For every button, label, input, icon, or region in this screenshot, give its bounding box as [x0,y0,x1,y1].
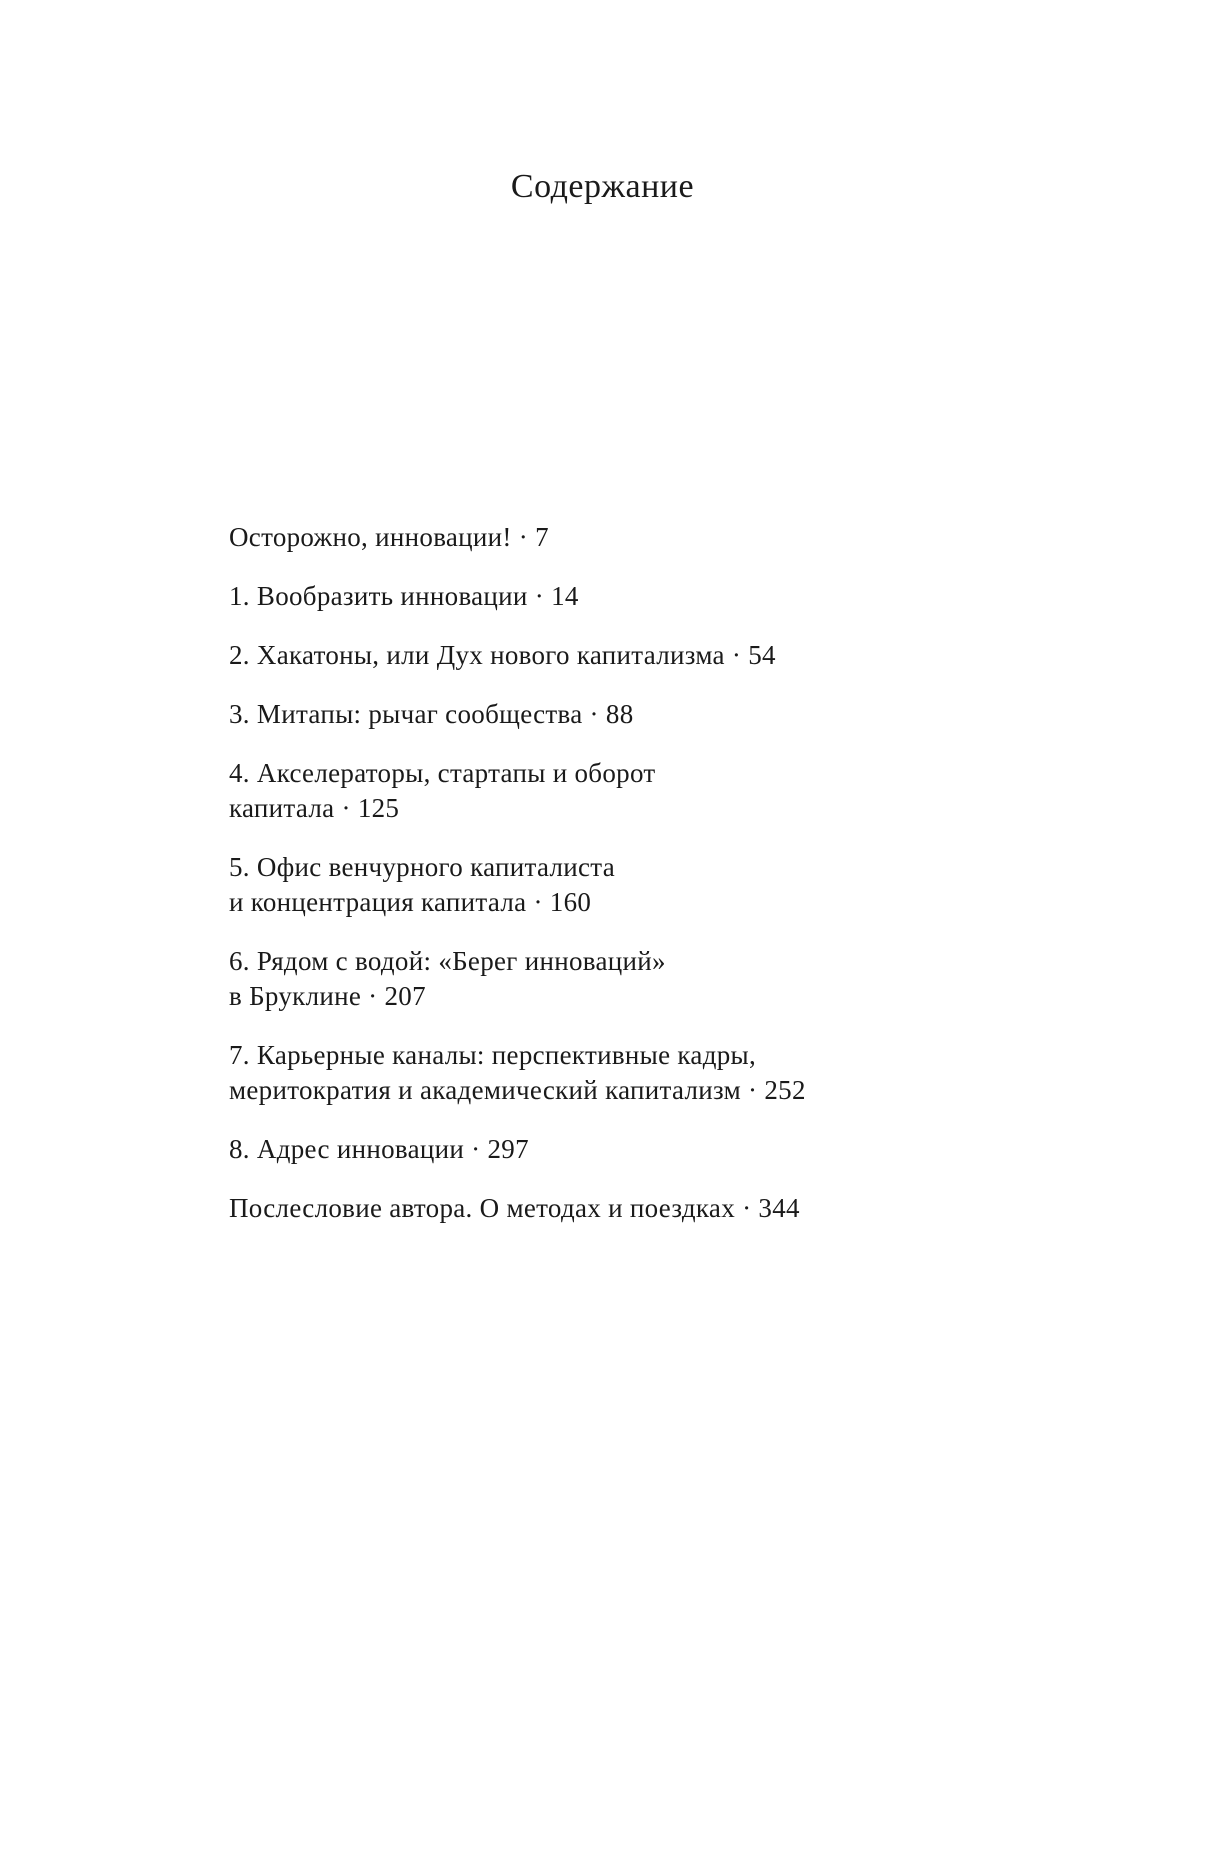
toc-entry-line: 3. Митапы: рычаг сообщества · 88 [229,699,634,729]
toc-entry-line: капитала · 125 [229,793,400,823]
toc-entry-line: Осторожно, инновации! · 7 [229,522,549,552]
toc-entry-line: и концентрация капитала · 160 [229,887,592,917]
toc-entry-chapter-3 [229,697,949,732]
toc-entry-line: 6. Рядом с водой: «Берег инноваций» [229,946,666,976]
toc-entry-chapter-6 [229,944,949,1014]
toc-entry-chapter-8 [229,1132,949,1167]
toc-entry-line: 7. Карьерные каналы: перспективные кадры, [229,1040,757,1070]
toc-entry-chapter-7 [229,1038,949,1108]
toc-entry-chapter-1 [229,579,949,614]
toc-entry-intro [229,520,949,555]
toc-entry-line: в Бруклине · 207 [229,981,426,1011]
toc-entry-line: меритократия и академический капитализм · 252 [229,1075,806,1105]
toc-entry-line: 2. Хакатоны, или Дух нового капитализма · 54 [229,640,776,670]
toc-entry-line: 8. Адрес инновации · 297 [229,1134,529,1164]
table-of-contents [229,520,949,1250]
toc-entry-afterword [229,1191,949,1226]
toc-entry-chapter-5 [229,850,949,920]
toc-entry-chapter-4 [229,756,949,826]
toc-entry-line: 4. Акселераторы, стартапы и оборот [229,758,656,788]
toc-entry-line: 5. Офис венчурного капиталиста [229,852,615,882]
page-title: Содержание [510,168,695,205]
toc-entry-line: Послесловие автора. О методах и поездках · 344 [229,1193,800,1223]
toc-entry-line: 1. Вообразить инновации · 14 [229,581,579,611]
toc-entry-chapter-2 [229,638,949,673]
